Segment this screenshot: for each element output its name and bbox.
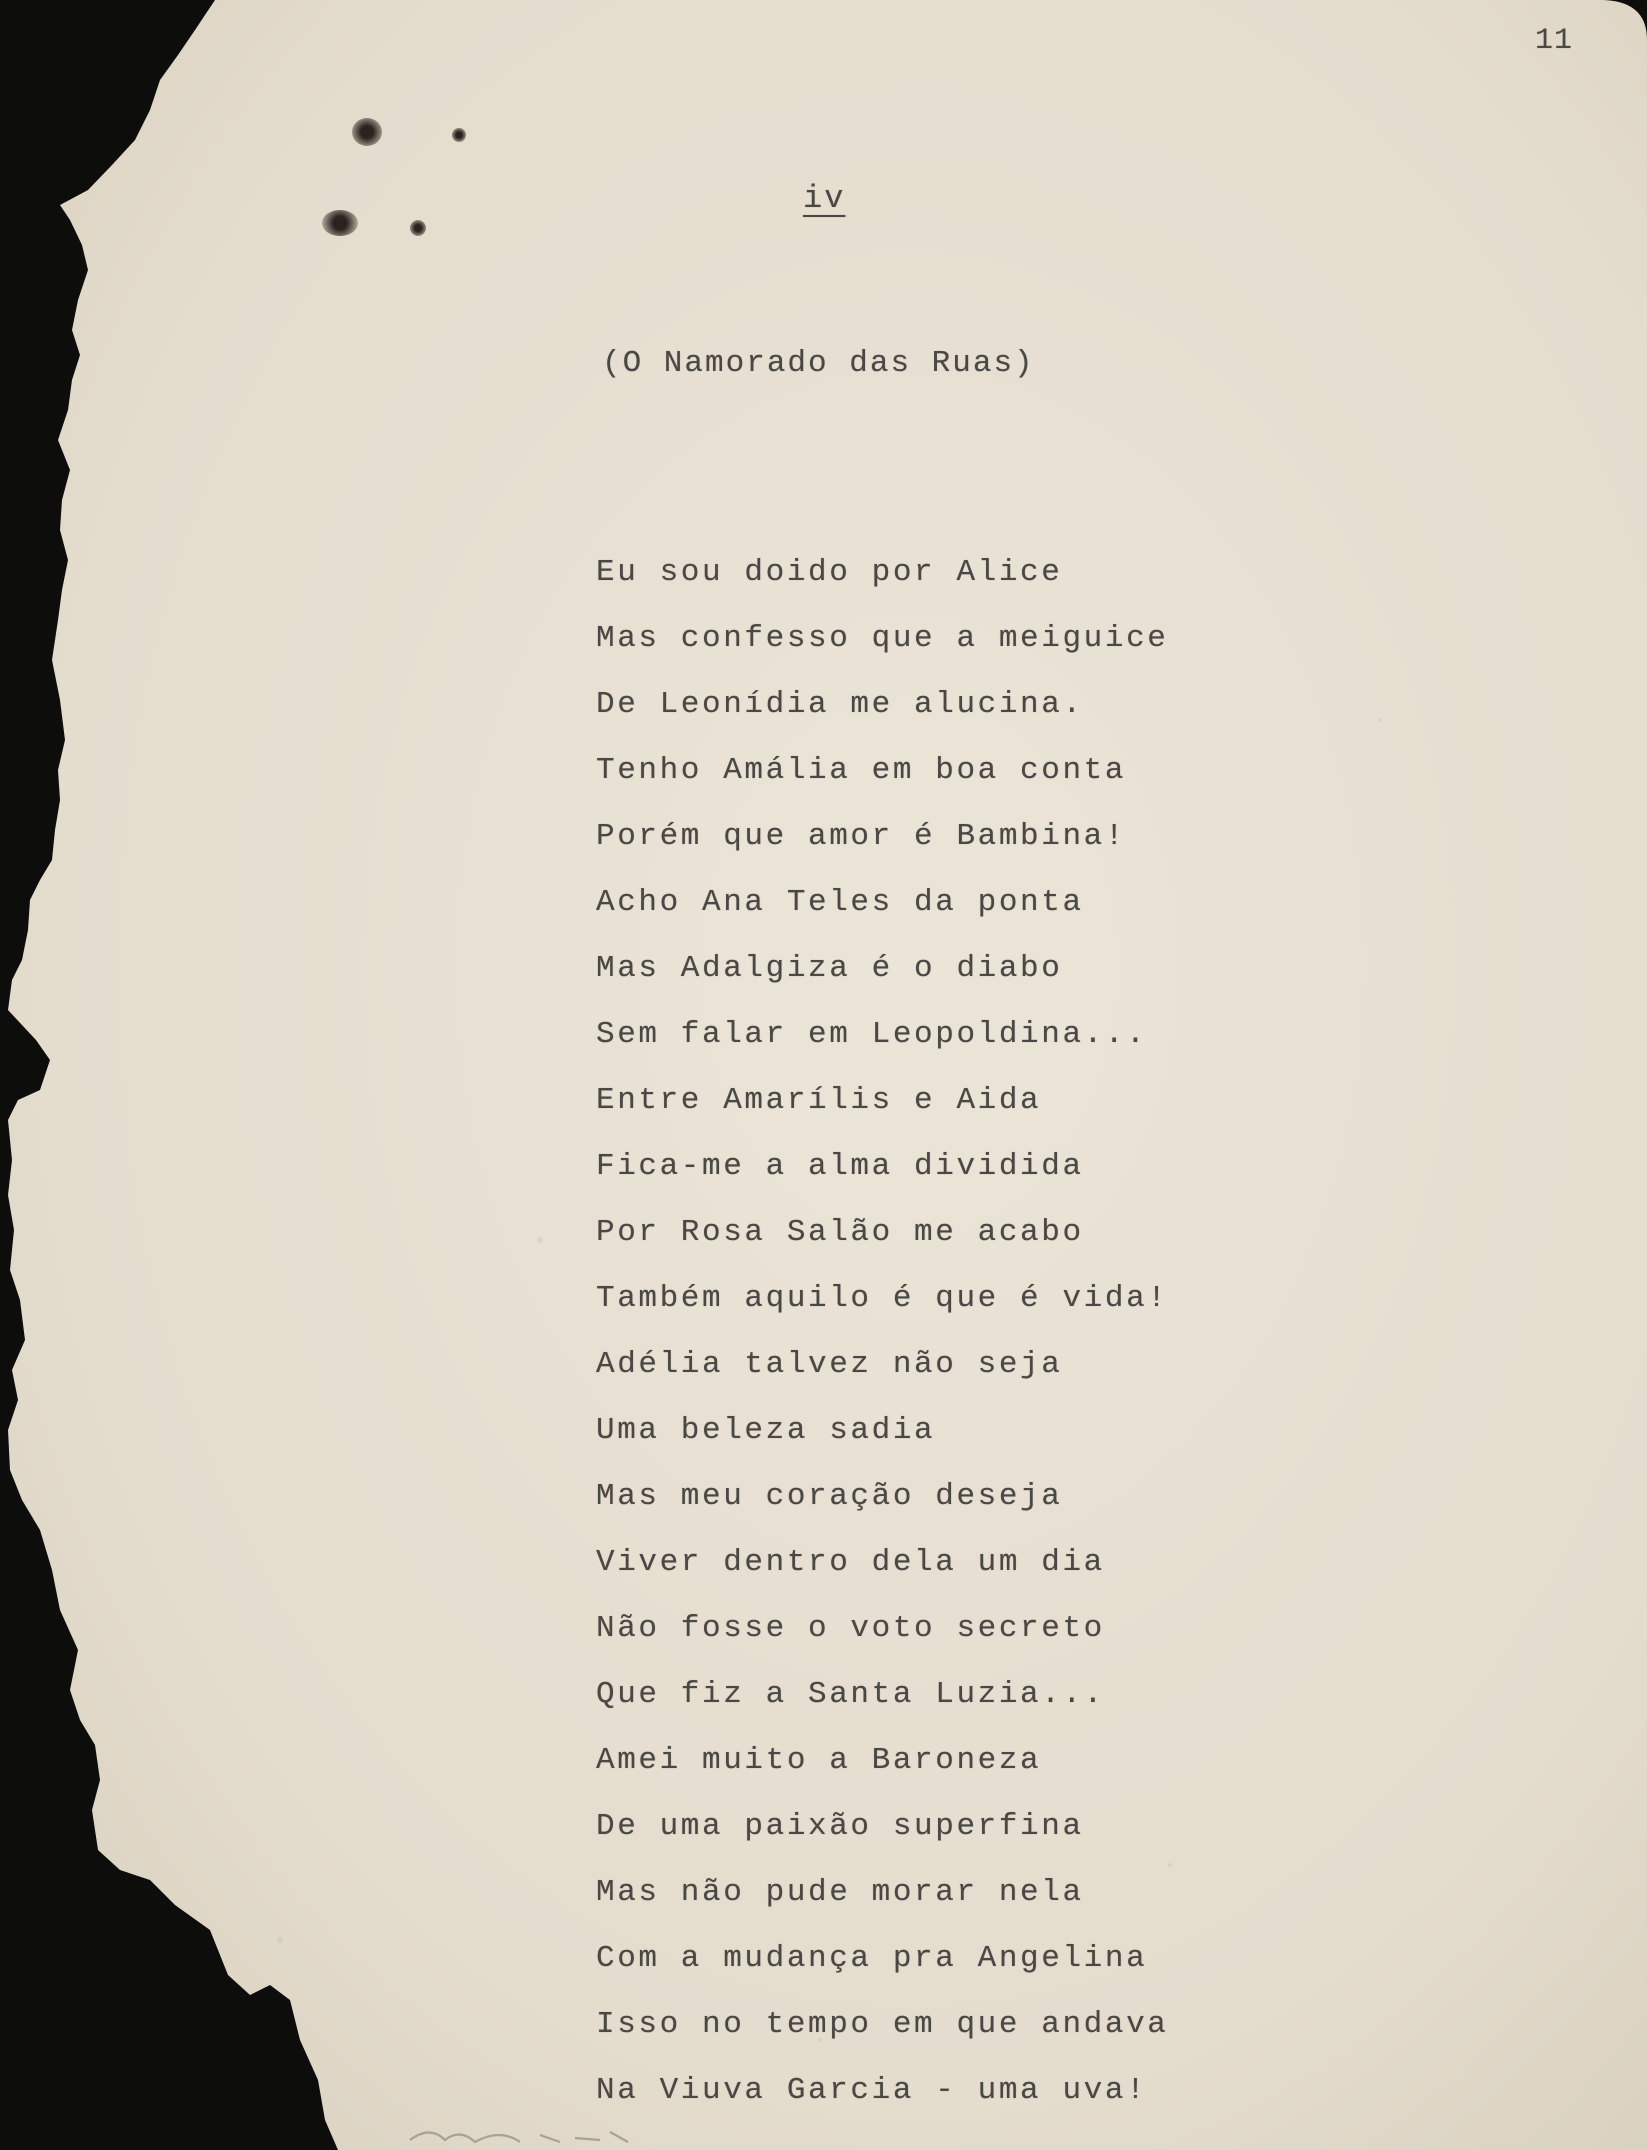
poem-line: Não fosse o voto secreto [596,1611,1105,1646]
poem-line: Viver dentro dela um dia [596,1545,1105,1580]
poem-title: (O Namorado das Ruas) [602,346,1035,381]
poem-line: Isso no tempo em que andava [596,2007,1169,2042]
poem-line: Sem falar em Leopoldina... [596,1017,1148,1052]
poem-line: Por Rosa Salão me acabo [596,1215,1084,1250]
poem-line: Eu sou doido por Alice [596,555,1063,590]
poem-line: Tenho Amália em boa conta [596,753,1127,788]
poem-line: Mas meu coração deseja [596,1479,1063,1514]
poem-body [596,540,1168,2124]
page-number: 11 [1535,24,1574,58]
poem-line: Adélia talvez não seja [596,1347,1063,1382]
poem-line: Amei muito a Baroneza [596,1743,1042,1778]
poem-line: De Leonídia me alucina. [596,687,1084,722]
ink-spot [452,128,466,142]
section-number: iv [803,180,846,217]
poem-line: Com a mudança pra Angelina [596,1941,1148,1976]
poem-line: Na Viuva Garcia - uma uva! [596,2073,1148,2108]
poem-line: Porém que amor é Bambina! [596,819,1127,854]
poem-line: Mas não pude morar nela [596,1875,1084,1910]
ink-spot [322,210,358,236]
poem-line: De uma paixão superfina [596,1809,1084,1844]
ink-spot [410,220,426,236]
ink-spot [352,118,382,146]
poem-line: Mas confesso que a meiguice [596,621,1169,656]
poem-line: Entre Amarílis e Aida [596,1083,1042,1118]
poem-line: Também aquilo é que é vida! [596,1281,1169,1316]
poem-line: Acho Ana Teles da ponta [596,885,1084,920]
poem-line: Uma beleza sadia [596,1413,936,1448]
poem-line: Mas Adalgiza é o diabo [596,951,1063,986]
poem-line: Que fiz a Santa Luzia... [596,1677,1105,1712]
poem-line: Fica-me a alma dividida [596,1149,1084,1184]
